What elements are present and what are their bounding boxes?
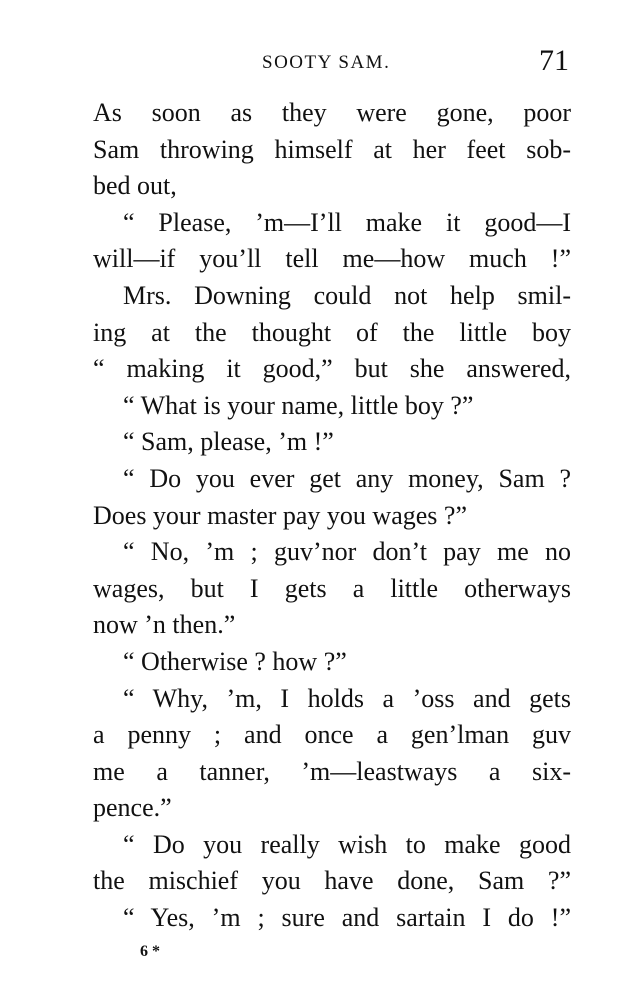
text-line: ing at the thought of the little boy [93,317,571,347]
text-line: now ’n then.” [93,610,236,640]
text-line: Sam throwing himself at her feet sob- [93,134,571,164]
text-line: As soon as they were gone, poor [93,98,571,127]
page-number: 71 [539,44,569,77]
text-line: “ What is your name, little boy ?” [123,390,474,420]
text-line: will—if you’ll tell me—how much !” [93,244,571,274]
text-line: “ Yes, ’m ; sure and sartain I do !” [123,903,571,933]
text-line: a penny ; and once a gen’lman guv [93,720,571,750]
signature-mark: 6 * [140,943,160,960]
text-line: the mischief you have done, Sam ?” [93,866,571,896]
text-line: me a tanner, ’m—leastways a six- [93,756,571,786]
text-line: bed out, [93,171,177,201]
text-line: “ making it good,” but she answered, [93,354,571,384]
text-line: “ No, ’m ; guv’nor don’t pay me no [123,537,571,567]
text-line: “ Do you really wish to make good [123,829,571,859]
text-line: Does your master pay you wages ?” [93,500,467,530]
body-text [93,95,571,937]
text-line: “ Why, ’m, I holds a ’oss and gets [123,683,571,713]
text-line: wages, but I gets a little otherways [93,573,571,603]
text-line: “ Do you ever get any money, Sam ? [123,463,571,493]
text-line: “ Please, ’m—I’ll make it good—I [123,207,571,237]
text-line: pence.” [93,793,172,823]
page-header [0,44,623,84]
running-title: SOOTY SAM. [262,52,391,73]
text-line: Mrs. Downing could not help smil- [123,280,571,310]
text-line: “ Otherwise ? how ?” [123,646,347,676]
text-line: “ Sam, please, ’m !” [123,427,334,457]
